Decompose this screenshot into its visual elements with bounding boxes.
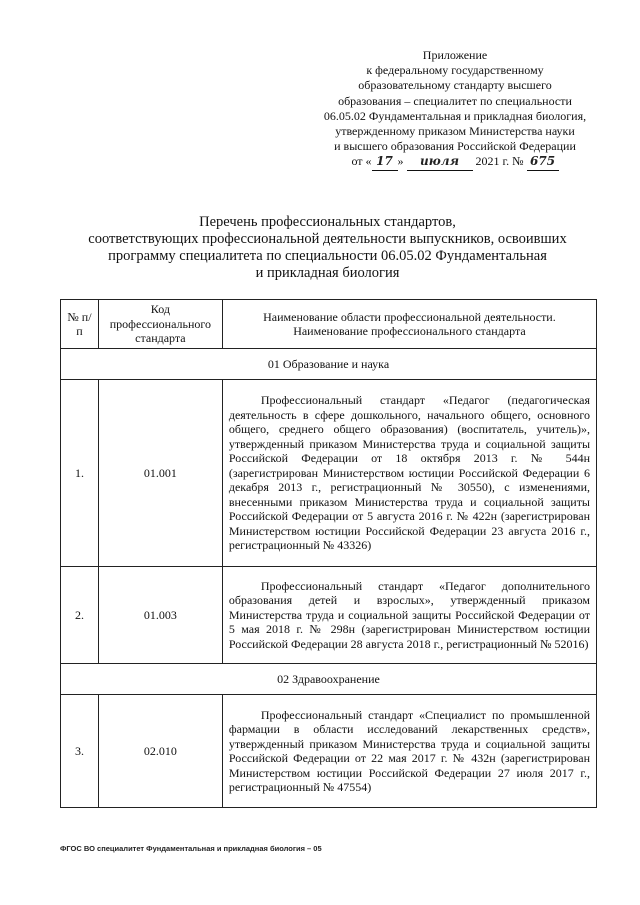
standards-table xyxy=(60,299,597,808)
appendix-block xyxy=(305,48,605,171)
appendix-line: образовательному стандарту высшего xyxy=(358,78,552,93)
section-row xyxy=(61,349,597,380)
appendix-line: 06.05.02 Фундаментальная и прикладная биология, xyxy=(323,108,587,123)
date-month-handwritten: июля xyxy=(407,154,473,170)
row-description xyxy=(222,695,596,808)
row-description xyxy=(222,380,596,567)
page-footer: ФГОС ВО специалитет Фундаментальная и прикладная биология – 05 xyxy=(60,844,322,853)
row-text: Профессиональный стандарт «Педагог (педагогическая деятельность в сфере дошкольного, начального общего, основного общего, среднего общего образования) (воспитатель, учитель)», утвержденный приказом Министерства труда и социальной защиты Российской Федерации от 18 октября 2013 г. № 544н (зарегистрирован Министерством юстиции Российской Федерации 6 декабря 2013 г., регистрационный № 30550), с изменениями, внесенными приказом Министерства труда и социальной защиты Российской Федерации от 5 августа 2016 г. № 422н (зарегистрирован Министерством юстиции Российской Федерации 23 августа 2016 г., регистрационный № 43326) xyxy=(228,393,590,553)
appendix-line: Приложение xyxy=(422,48,488,62)
document-title xyxy=(60,214,595,282)
order-number-handwritten: 675 xyxy=(527,154,559,170)
row-num: 1. xyxy=(61,380,99,567)
table-header-row xyxy=(61,300,597,349)
row-code: 01.003 xyxy=(98,567,222,664)
appendix-line: к федеральному государственному xyxy=(366,63,544,78)
appendix-line: образования – специалитет по специальности xyxy=(338,93,572,108)
row-text: Профессиональный стандарт «Специалист по промышленной фармации в области исследований лекарственных средств», утвержденный приказом Министерства труда и социальной защиты Российской Федерации от 22 мая 2017 г. № 432н (зарегистрирован Министерством юстиции Российской Федерации 27 июля 2017 г., регистрационный № 47554) xyxy=(228,707,590,794)
title-line: и прикладная биология xyxy=(255,265,400,281)
date-year: 2021 г. № xyxy=(475,154,524,169)
row-num: 2. xyxy=(61,567,99,664)
row-text: Профессиональный стандарт «Педагог дополнительного образования детей и взрослых», утвержденный приказом Министерства труда и социальной защиты Российской Федерации от 5 мая 2018 г. № 298н (зарегистрирован Министерством юстиции Российской Федерации 28 августа 2018 г., регистрационный № 52016) xyxy=(228,578,590,651)
header-num: № п/п xyxy=(61,300,99,349)
title-line: программу специалитета по специальности 06.05.02 Фундаментальная xyxy=(108,248,547,264)
section-title: 02 Здравоохранение xyxy=(61,664,597,695)
header-name: Наименование области профессиональной деятельности. Наименование профессионального стандарта xyxy=(222,300,596,349)
date-mid: » xyxy=(397,154,404,169)
appendix-line: утвержденному приказом Министерства науки xyxy=(335,124,575,139)
table-row xyxy=(61,567,597,664)
row-num: 3. xyxy=(61,695,99,808)
section-row xyxy=(61,664,597,695)
section-title: 01 Образование и наука xyxy=(61,349,597,380)
order-date-line xyxy=(305,154,605,170)
header-code: Код профессионального стандарта xyxy=(98,300,222,349)
title-line: соответствующих профессиональной деятельности выпускников, освоивших xyxy=(88,231,567,247)
row-description xyxy=(222,567,596,664)
date-prefix: от « xyxy=(351,154,372,169)
appendix-line: и высшего образования Российской Федерации xyxy=(334,139,576,154)
table-row xyxy=(61,380,597,567)
date-day-handwritten: 17 xyxy=(372,154,398,170)
row-code: 02.010 xyxy=(98,695,222,808)
table-row xyxy=(61,695,597,808)
title-line: Перечень профессиональных стандартов, xyxy=(199,214,456,230)
row-code: 01.001 xyxy=(98,380,222,567)
